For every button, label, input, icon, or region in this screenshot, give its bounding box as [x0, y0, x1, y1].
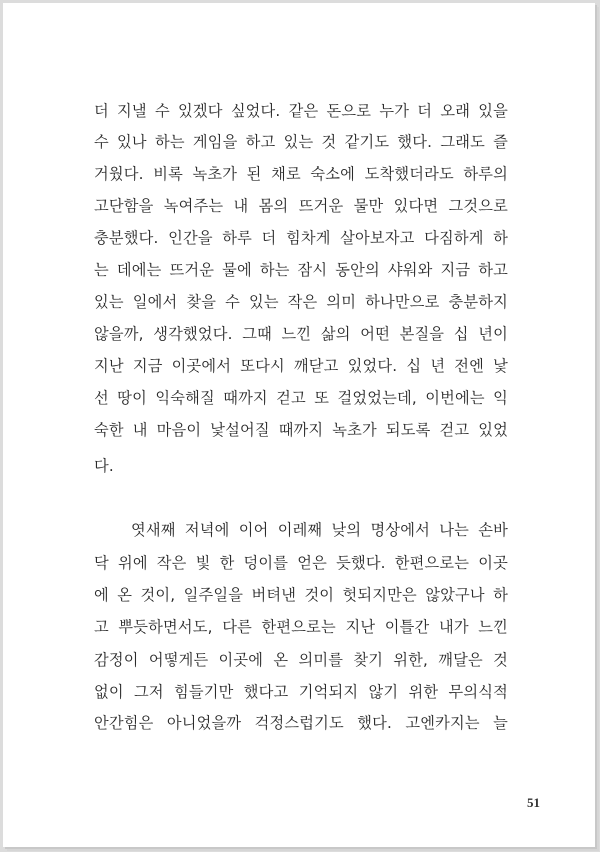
text-line: 지난 지금 이곳에서 또다시 깨닫고 있었다. 십 년 전엔 낯 — [94, 357, 508, 375]
text-line: 닥 위에 작은 빛 한 덩이를 얻은 듯했다. 한편으로는 이곳 — [94, 554, 508, 572]
text-line: 고단함을 녹여주는 내 몸의 뜨거운 물만 있다면 그것으로 — [94, 197, 508, 215]
text-line: 고 뿌듯하면서도, 다른 한편으로는 지난 이틀간 내가 느낀 — [94, 618, 508, 636]
text-line: 수 있나 하는 게임을 하고 있는 것 같기도 했다. 그래도 즐 — [94, 133, 508, 151]
text-line: 거웠다. 비록 녹초가 된 채로 숙소에 도착했더라도 하루의 — [94, 165, 508, 183]
text-line: 에 온 것이, 일주일을 버텨낸 것이 헛되지만은 않았구나 하 — [94, 586, 508, 604]
text-line: 감정이 어떻게든 이곳에 온 의미를 찾기 위한, 깨달은 것 — [94, 651, 508, 669]
text-line: 충분했다. 인간을 하루 더 힘차게 살아보자고 다짐하게 하 — [94, 229, 508, 247]
text-line: 없이 그저 힘들기만 했다고 기억되지 않기 위한 무의식적 — [94, 683, 508, 701]
text-line: 는 데에는 뜨거운 물에 하는 잠시 동안의 샤워와 지금 하고 — [94, 261, 508, 279]
text-line: 숙한 내 마음이 낯설어질 때까지 녹초가 되도록 걷고 있었 — [94, 421, 508, 439]
text-line: 않을까, 생각했었다. 그때 느낀 삶의 어떤 본질을 십 년이 — [94, 325, 508, 343]
document-page — [3, 3, 595, 847]
text-line: 안간힘은 아니었을까 걱정스럽기도 했다. 고엔카지는 늘 — [94, 714, 508, 732]
page-number: 51 — [527, 795, 540, 810]
text-line: 선 땅이 익숙해질 때까지 걷고 또 걸었었는데, 이번에는 익 — [94, 389, 508, 407]
text-line: 다. — [94, 457, 114, 475]
text-line: 더 지낼 수 있겠다 싶었다. 같은 돈으로 누가 더 오래 있을 — [94, 102, 508, 120]
text-line: 엿새째 저녁에 이어 이레째 낮의 명상에서 나는 손바 — [131, 521, 508, 539]
text-line: 있는 일에서 찾을 수 있는 작은 의미 하나만으로 충분하지 — [94, 293, 508, 311]
